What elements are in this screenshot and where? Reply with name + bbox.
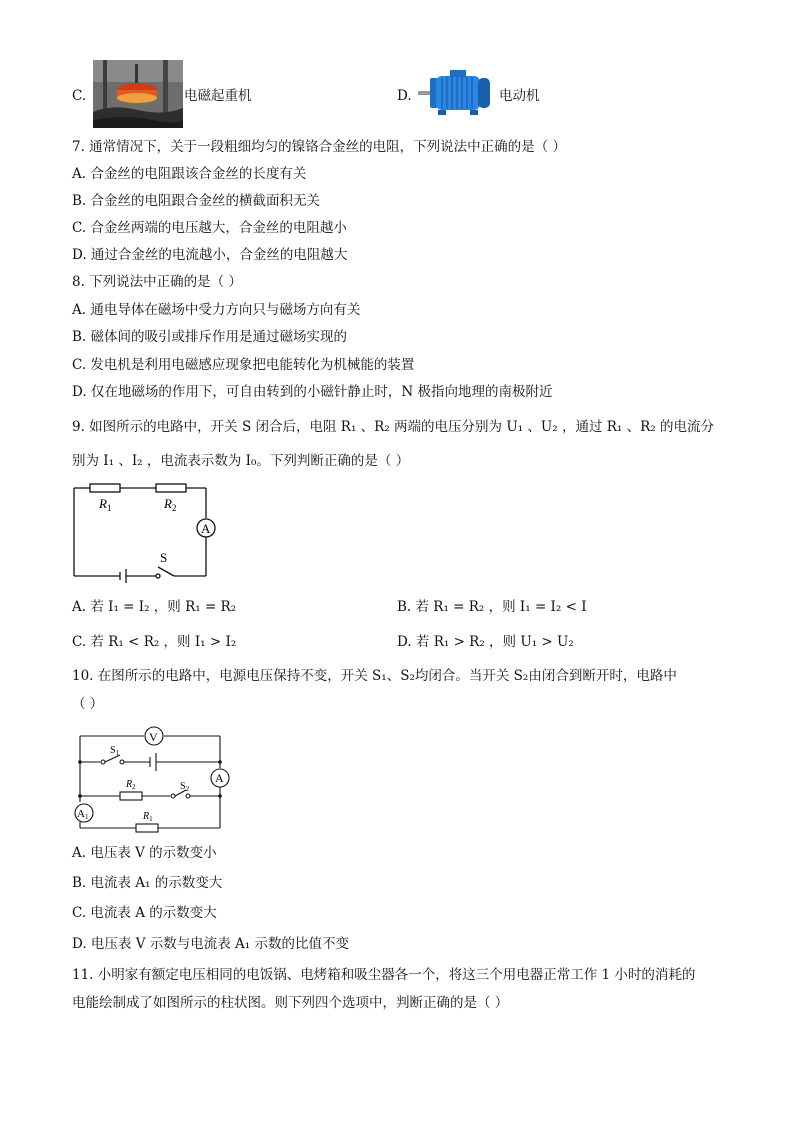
q7-option-d: D. 通过合金丝的电流越小，合金丝的电阻越大	[72, 247, 348, 263]
q10-option-c: C. 电流表 A 的示数变大	[72, 905, 217, 921]
q9-option-a: A. 若 I₁ = I₂ ，则 R₁ = R₂	[72, 599, 237, 615]
q8-stem: 8. 下列说法中正确的是（ ）	[72, 274, 242, 290]
q10-circuit-s1-label: $S_1$	[110, 745, 120, 757]
q10-circuit-s2-label: $S_2$	[180, 781, 190, 793]
q9-option-b: B. 若 R₁ = R₂ ，则 I₁ = I₂ < I	[397, 599, 587, 615]
q9-circuit-diagram	[66, 478, 226, 584]
q10-stem-line1: 10. 在图所示的电路中，电源电压保持不变，开关 S₁、S₂均闭合。当开关 S₂由闭合到断开时，电路中	[72, 668, 677, 684]
q10-option-a: A. 电压表 V 的示数变小	[72, 845, 217, 861]
q9-circuit-ammeter-label: A	[201, 521, 211, 536]
q8-option-d: D. 仅在地磁场的作用下，可自由转到的小磁针静止时，N 极指向地理的南极附近	[72, 384, 553, 400]
q8-option-b: B. 磁体间的吸引或排斥作用是通过磁场实现的	[72, 329, 348, 345]
q9-stem-line1: 9. 如图所示的电路中，开关 S 闭合后，电阻 R₁ 、R₂ 两端的电压分别为 U₁ 、U₂ ，通过 R₁ 、R₂ 的电流分	[72, 419, 715, 435]
electromagnetic-crane-photo	[93, 60, 183, 128]
q10-circuit-r1-label: $R_1$	[143, 811, 153, 823]
q10-circuit-ammeter-label: A	[215, 771, 224, 785]
q9-stem-line2: 别为 I₁ 、I₂ ，电流表示数为 I₀。下列判断正确的是（ ）	[72, 453, 410, 469]
q10-circuit-r2-label: $R_2$	[126, 779, 136, 791]
q10-option-d: D. 电压表 V 示数与电流表 A₁ 示数的比值不变	[72, 936, 349, 952]
q9-circuit-r2-label: $R_2$	[164, 496, 177, 513]
q10-option-b: B. 电流表 A₁ 的示数变大	[72, 875, 223, 891]
q9-option-c: C. 若 R₁ < R₂ ，则 I₁ > I₂	[72, 634, 237, 650]
q8-option-a: A. 通电导体在磁场中受力方向只与磁场方向有关	[72, 302, 361, 318]
q7-option-a: A. 合金丝的电阻跟该合金丝的长度有关	[72, 166, 307, 182]
q11-stem-line2: 电能绘制成了如图所示的柱状图。则下列四个选项中，判断正确的是（ ）	[72, 995, 509, 1011]
q9-circuit-r1-label: $R_1$	[99, 496, 112, 513]
q6-option-c-letter: C.	[72, 88, 87, 104]
q6-option-d-label: 电动机	[499, 88, 540, 104]
q10-stem-line2: （ ）	[72, 696, 104, 712]
q9-circuit-switch-label: S	[160, 550, 168, 565]
q7-option-c: C. 合金丝两端的电压越大，合金丝的电阻越小	[72, 220, 347, 236]
q8-option-c: C. 发电机是利用电磁感应现象把电能转化为机械能的装置	[72, 357, 415, 373]
q11-stem-line1: 11. 小明家有额定电压相同的电饭锅、电烤箱和吸尘器各一个，将这三个用电器正常工作 1 小时的消耗的	[72, 967, 696, 983]
q9-option-d: D. 若 R₁ > R₂ ，则 U₁ > U₂	[397, 634, 574, 650]
q10-circuit-voltmeter-label: V	[149, 730, 158, 744]
q10-circuit-ammeter1-label: A1	[77, 808, 89, 821]
electric-motor-photo	[418, 70, 494, 116]
q7-option-b: B. 合金丝的电阻跟合金丝的横截面积无关	[72, 193, 321, 209]
q10-circuit-diagram	[70, 722, 240, 838]
q6-option-d-letter: D.	[397, 88, 412, 104]
q7-stem: 7. 通常情况下，关于一段粗细均匀的镍铬合金丝的电阻，下列说法中正确的是（ ）	[72, 139, 566, 155]
q6-option-c-label: 电磁起重机	[184, 88, 252, 104]
